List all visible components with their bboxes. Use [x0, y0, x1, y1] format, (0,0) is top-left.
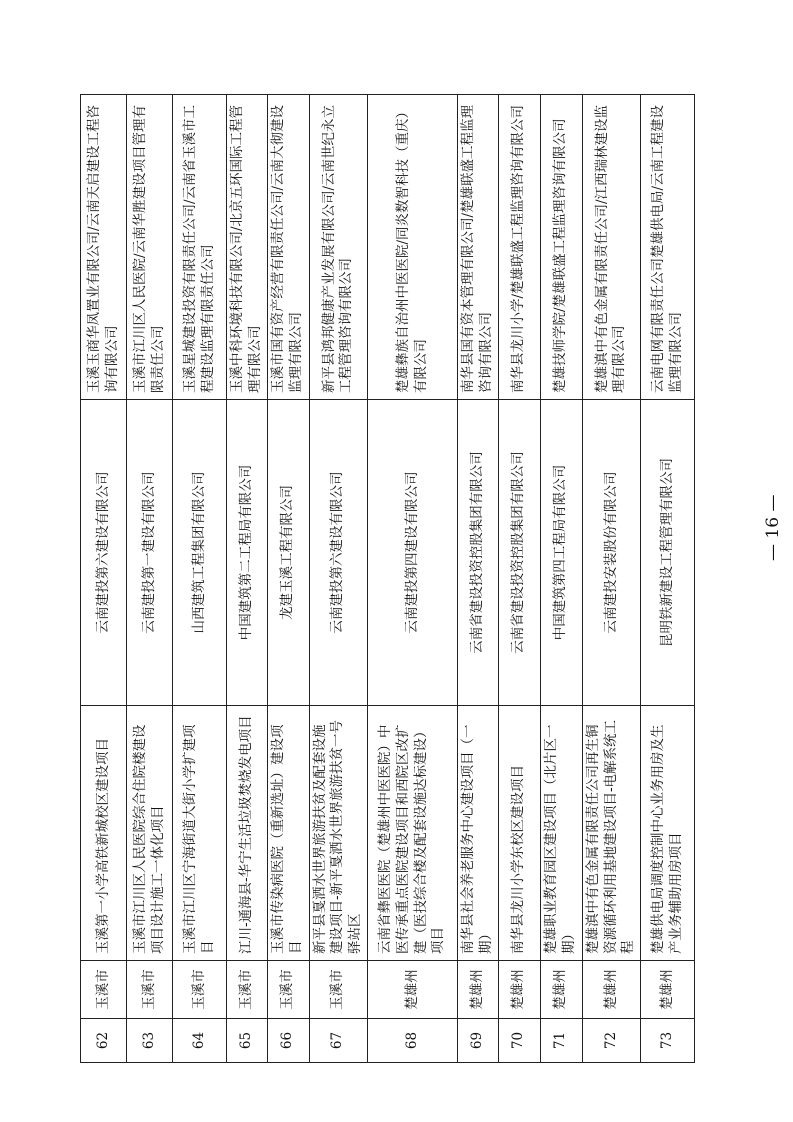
supervisor-cell: 云南电网有限责任公司楚雄供电局/云南工程建设监理有限公司	[641, 95, 695, 400]
row-number-cell: 67	[309, 1019, 367, 1063]
row-number-cell: 65	[227, 1019, 268, 1063]
row-number-cell: 66	[267, 1019, 309, 1063]
project-name-cell: 玉溪市传染病医院（重新选址）建设项目	[267, 706, 309, 961]
table-row	[368, 95, 458, 1063]
table-row	[173, 95, 227, 1063]
row-number-cell: 72	[582, 1019, 640, 1063]
contractor-cell: 山西建筑工程集团有限公司	[173, 400, 227, 706]
project-name-cell: 楚雄供电局调度控制中心业务用房及生产业务辅助用房项目	[641, 706, 695, 961]
project-name-cell: 楚雄职业教育园区建设项目（北片区一期）	[540, 706, 582, 961]
supervisor-cell: 玉溪星城建设投资有限责任公司/云南省玉溪市工程建设监理有限责任公司	[173, 95, 227, 400]
table-row	[309, 95, 367, 1063]
supervisor-cell: 南华县龙川小学/楚雄联盛工程监理咨询有限公司	[498, 95, 540, 400]
city-cell: 玉溪市	[227, 961, 268, 1019]
city-cell: 玉溪市	[81, 961, 127, 1019]
contractor-cell: 云南建投安装股份有限公司	[582, 400, 640, 706]
contractor-cell: 云南省建设投资控股集团有限公司	[498, 400, 540, 706]
table-row	[458, 95, 499, 1063]
project-name-cell: 玉溪市江川区人民医院综合住院楼建设项目设计施工一体化项目	[127, 706, 173, 961]
project-name-cell: 玉溪第一小学高铁新城校区建设项目	[81, 706, 127, 961]
city-cell: 玉溪市	[173, 961, 227, 1019]
project-name-cell: 江川-通海县-华宁生活垃圾焚烧发电项目	[227, 706, 268, 961]
rotated-table-container	[80, 95, 684, 1063]
table-row	[498, 95, 540, 1063]
row-number-cell: 68	[368, 1019, 458, 1063]
project-name-cell: 云南省彝医医院（楚雄州中医医院）中医传承重点医院建设项目和西院区改扩建（医技综合楼及配套设施达标建设）项目	[368, 706, 458, 961]
project-name-cell: 新平县戛洒水世界旅游扶贫及配套设施建设项目-新平戛洒水世界旅游扶贫一号驿站区	[309, 706, 367, 961]
supervisor-cell: 玉溪市国有资产经营有限责任公司/云南大彻建设监理有限公司	[267, 95, 309, 400]
table-row	[227, 95, 268, 1063]
supervisor-cell: 玉溪玉商华凤置业有限公司/云南天启建设工程咨询有限公司	[81, 95, 127, 400]
row-number-cell: 62	[81, 1019, 127, 1063]
project-name-cell: 南华县社会养老服务中心建设项目（一期）	[458, 706, 499, 961]
supervisor-cell: 楚雄技师学院/楚雄联盛工程监理咨询有限公司	[540, 95, 582, 400]
row-number-cell: 73	[641, 1019, 695, 1063]
table-row	[267, 95, 309, 1063]
city-cell: 楚雄州	[498, 961, 540, 1019]
row-number-cell: 70	[498, 1019, 540, 1063]
city-cell: 楚雄州	[368, 961, 458, 1019]
contractor-cell: 云南建投第六建设有限公司	[309, 400, 367, 706]
contractor-cell: 昆明铁新建设工程管理有限公司	[641, 400, 695, 706]
city-cell: 楚雄州	[641, 961, 695, 1019]
city-cell: 玉溪市	[309, 961, 367, 1019]
table-row	[641, 95, 695, 1063]
contractor-cell: 云南建投第四建设有限公司	[368, 400, 458, 706]
contractor-cell: 中国建筑第四工程局有限公司	[540, 400, 582, 706]
city-cell: 楚雄州	[582, 961, 640, 1019]
table-row	[81, 95, 127, 1063]
project-name-cell: 楚雄滇中有色金属有限责任公司再生铜资源循环利用基地建设项目-电解系统工程	[582, 706, 640, 961]
table-row	[582, 95, 640, 1063]
table-row	[540, 95, 582, 1063]
city-cell: 楚雄州	[540, 961, 582, 1019]
project-table	[80, 94, 695, 1063]
row-number-cell: 69	[458, 1019, 499, 1063]
row-number-cell: 63	[127, 1019, 173, 1063]
project-name-cell: 玉溪市江川区宁海街道大街小学扩建项目	[173, 706, 227, 961]
contractor-cell: 云南建投第六建设有限公司	[81, 400, 127, 706]
supervisor-cell: 楚雄滇中有色金属有限责任公司/江西瑞林建设监理有限公司	[582, 95, 640, 400]
contractor-cell: 中国建筑第二工程局有限公司	[227, 400, 268, 706]
contractor-cell: 龙建玉溪工程有限公司	[267, 400, 309, 706]
city-cell: 玉溪市	[127, 961, 173, 1019]
row-number-cell: 64	[173, 1019, 227, 1063]
contractor-cell: 云南建投第一建设有限公司	[127, 400, 173, 706]
supervisor-cell: 玉溪市江川区人民医院/云南华胜建设项目管理有限责任公司	[127, 95, 173, 400]
table-body	[81, 95, 695, 1063]
page-number: — 16 —	[763, 494, 783, 561]
supervisor-cell: 楚雄彝族自治州中医医院/同炎数智科技（重庆）有限公司	[368, 95, 458, 400]
table-row	[127, 95, 173, 1063]
supervisor-cell: 玉溪中科环境科技有限公司/北京五环国际工程管理有限公司	[227, 95, 268, 400]
supervisor-cell: 南华县国有资本管理有限公司/楚雄联盛工程监理咨询有限公司	[458, 95, 499, 400]
contractor-cell: 云南省建设投资控股集团有限公司	[458, 400, 499, 706]
city-cell: 楚雄州	[458, 961, 499, 1019]
project-name-cell: 南华县龙川小学东校区建设项目	[498, 706, 540, 961]
supervisor-cell: 新平县鸿邦健康产业发展有限公司/云南世纪永立工程管理咨询有限公司	[309, 95, 367, 400]
city-cell: 玉溪市	[267, 961, 309, 1019]
row-number-cell: 71	[540, 1019, 582, 1063]
